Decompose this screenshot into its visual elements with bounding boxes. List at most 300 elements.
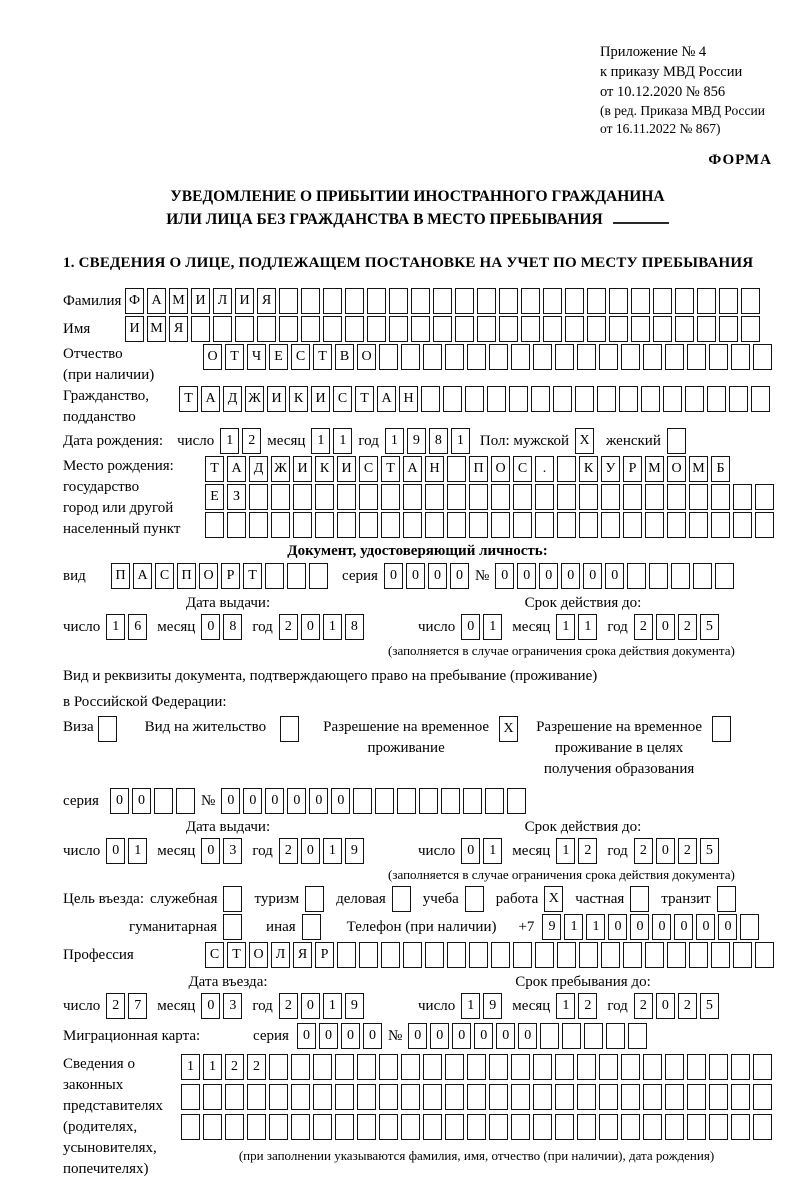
char-cell[interactable]: Ч — [247, 344, 266, 370]
char-cell[interactable]: Р — [623, 456, 642, 482]
char-cell[interactable] — [489, 1084, 508, 1110]
char-cell[interactable] — [731, 1084, 750, 1110]
char-cell[interactable] — [191, 316, 210, 342]
char-cell[interactable] — [425, 484, 444, 510]
char-cell[interactable]: 1 — [451, 428, 470, 454]
char-cell[interactable] — [719, 316, 738, 342]
char-cell[interactable]: Т — [313, 344, 332, 370]
char-cell[interactable] — [401, 1054, 420, 1080]
char-cell[interactable]: 0 — [652, 914, 671, 940]
char-cell[interactable] — [533, 1114, 552, 1140]
char-cell[interactable] — [601, 512, 620, 538]
char-cell[interactable] — [707, 386, 726, 412]
char-cell[interactable] — [711, 942, 730, 968]
char-cell[interactable] — [403, 512, 422, 538]
char-cell[interactable]: 0 — [341, 1023, 360, 1049]
char-cell[interactable]: 0 — [331, 788, 350, 814]
char-cell[interactable]: 1 — [128, 838, 147, 864]
char-cell[interactable] — [223, 886, 242, 912]
char-cell[interactable] — [367, 288, 386, 314]
char-cell[interactable] — [751, 386, 770, 412]
char-cell[interactable]: 7 — [128, 993, 147, 1019]
char-cell[interactable]: Т — [225, 344, 244, 370]
char-cell[interactable]: 2 — [279, 614, 298, 640]
char-cell[interactable]: 0 — [110, 788, 129, 814]
char-cell[interactable] — [709, 1084, 728, 1110]
char-cell[interactable] — [491, 942, 510, 968]
char-cell[interactable]: 9 — [542, 914, 561, 940]
char-cell[interactable] — [489, 1114, 508, 1140]
char-cell[interactable] — [499, 316, 518, 342]
char-cell[interactable]: 0 — [461, 614, 480, 640]
char-cell[interactable] — [511, 1114, 530, 1140]
char-cell[interactable] — [491, 512, 510, 538]
char-cell[interactable]: 1 — [586, 914, 605, 940]
char-cell[interactable] — [280, 716, 299, 742]
char-cell[interactable] — [555, 1054, 574, 1080]
char-cell[interactable] — [631, 316, 650, 342]
char-cell[interactable]: 2 — [578, 838, 597, 864]
char-cell[interactable] — [313, 1084, 332, 1110]
char-cell[interactable]: П — [111, 563, 130, 589]
char-cell[interactable] — [565, 316, 584, 342]
char-cell[interactable] — [709, 344, 728, 370]
char-cell[interactable]: А — [227, 456, 246, 482]
char-cell[interactable]: 0 — [221, 788, 240, 814]
char-cell[interactable]: Л — [213, 288, 232, 314]
char-cell[interactable] — [401, 344, 420, 370]
char-cell[interactable] — [675, 316, 694, 342]
char-cell[interactable] — [665, 1114, 684, 1140]
char-cell[interactable]: 0 — [656, 838, 675, 864]
char-cell[interactable] — [401, 1084, 420, 1110]
char-cell[interactable] — [323, 288, 342, 314]
char-cell[interactable]: С — [359, 456, 378, 482]
char-cell[interactable] — [465, 386, 484, 412]
char-cell[interactable] — [643, 344, 662, 370]
char-cell[interactable] — [628, 1023, 647, 1049]
char-cell[interactable] — [491, 484, 510, 510]
char-cell[interactable]: 1 — [556, 993, 575, 1019]
char-cell[interactable] — [213, 316, 232, 342]
char-cell[interactable] — [693, 563, 712, 589]
char-cell[interactable] — [379, 1054, 398, 1080]
char-cell[interactable] — [279, 288, 298, 314]
char-cell[interactable] — [740, 914, 759, 940]
char-cell[interactable]: Е — [269, 344, 288, 370]
char-cell[interactable] — [301, 316, 320, 342]
char-cell[interactable] — [643, 1114, 662, 1140]
char-cell[interactable]: Т — [227, 942, 246, 968]
char-cell[interactable]: 1 — [385, 428, 404, 454]
char-cell[interactable] — [455, 288, 474, 314]
char-cell[interactable] — [755, 512, 774, 538]
char-cell[interactable]: 1 — [483, 838, 502, 864]
char-cell[interactable] — [731, 1114, 750, 1140]
char-cell[interactable]: А — [201, 386, 220, 412]
char-cell[interactable]: 1 — [323, 993, 342, 1019]
char-cell[interactable]: Б — [711, 456, 730, 482]
char-cell[interactable] — [389, 288, 408, 314]
char-cell[interactable]: Т — [205, 456, 224, 482]
char-cell[interactable]: 0 — [495, 563, 514, 589]
char-cell[interactable] — [621, 344, 640, 370]
char-cell[interactable]: И — [267, 386, 286, 412]
char-cell[interactable] — [447, 942, 466, 968]
char-cell[interactable] — [621, 1084, 640, 1110]
char-cell[interactable] — [609, 288, 628, 314]
char-cell[interactable] — [577, 1054, 596, 1080]
char-cell[interactable] — [557, 512, 576, 538]
char-cell[interactable]: А — [147, 288, 166, 314]
char-cell[interactable] — [441, 788, 460, 814]
char-cell[interactable] — [687, 1054, 706, 1080]
char-cell[interactable] — [353, 788, 372, 814]
char-cell[interactable]: Ж — [271, 456, 290, 482]
char-cell[interactable]: О — [357, 344, 376, 370]
char-cell[interactable] — [335, 1054, 354, 1080]
char-cell[interactable] — [513, 484, 532, 510]
char-cell[interactable] — [631, 288, 650, 314]
char-cell[interactable] — [587, 288, 606, 314]
char-cell[interactable] — [711, 484, 730, 510]
char-cell[interactable] — [381, 484, 400, 510]
char-cell[interactable] — [623, 512, 642, 538]
char-cell[interactable] — [621, 1114, 640, 1140]
char-cell[interactable] — [711, 512, 730, 538]
char-cell[interactable] — [445, 1054, 464, 1080]
char-cell[interactable]: Ф — [125, 288, 144, 314]
char-cell[interactable]: 1 — [323, 838, 342, 864]
char-cell[interactable]: 0 — [718, 914, 737, 940]
char-cell[interactable] — [403, 942, 422, 968]
char-cell[interactable]: Я — [293, 942, 312, 968]
char-cell[interactable]: 0 — [583, 563, 602, 589]
char-cell[interactable]: 0 — [406, 563, 425, 589]
char-cell[interactable] — [753, 1084, 772, 1110]
char-cell[interactable] — [205, 512, 224, 538]
char-cell[interactable] — [557, 456, 576, 482]
char-cell[interactable] — [733, 942, 752, 968]
char-cell[interactable]: Д — [223, 386, 242, 412]
char-cell[interactable]: 0 — [452, 1023, 471, 1049]
char-cell[interactable]: 0 — [474, 1023, 493, 1049]
char-cell[interactable] — [423, 344, 442, 370]
char-cell[interactable] — [579, 512, 598, 538]
char-cell[interactable]: 0 — [608, 914, 627, 940]
char-cell[interactable]: 0 — [518, 1023, 537, 1049]
char-cell[interactable] — [535, 484, 554, 510]
char-cell[interactable]: А — [377, 386, 396, 412]
char-cell[interactable] — [685, 386, 704, 412]
char-cell[interactable]: 2 — [634, 838, 653, 864]
char-cell[interactable] — [313, 1114, 332, 1140]
char-cell[interactable] — [359, 484, 378, 510]
char-cell[interactable]: 1 — [578, 614, 597, 640]
char-cell[interactable]: 0 — [630, 914, 649, 940]
char-cell[interactable]: Н — [399, 386, 418, 412]
char-cell[interactable]: С — [333, 386, 352, 412]
char-cell[interactable]: О — [199, 563, 218, 589]
char-cell[interactable]: М — [169, 288, 188, 314]
char-cell[interactable] — [489, 344, 508, 370]
char-cell[interactable]: Т — [179, 386, 198, 412]
char-cell[interactable]: 2 — [225, 1054, 244, 1080]
char-cell[interactable] — [265, 563, 284, 589]
char-cell[interactable] — [403, 484, 422, 510]
char-cell[interactable] — [203, 1114, 222, 1140]
char-cell[interactable] — [271, 512, 290, 538]
char-cell[interactable] — [555, 344, 574, 370]
char-cell[interactable] — [741, 288, 760, 314]
char-cell[interactable] — [225, 1084, 244, 1110]
char-cell[interactable] — [181, 1114, 200, 1140]
char-cell[interactable] — [467, 1054, 486, 1080]
char-cell[interactable]: 9 — [345, 838, 364, 864]
char-cell[interactable] — [687, 344, 706, 370]
char-cell[interactable]: 2 — [242, 428, 261, 454]
char-cell[interactable]: И — [125, 316, 144, 342]
char-cell[interactable] — [379, 344, 398, 370]
char-cell[interactable]: 1 — [181, 1054, 200, 1080]
char-cell[interactable] — [645, 942, 664, 968]
char-cell[interactable] — [557, 942, 576, 968]
char-cell[interactable] — [533, 1084, 552, 1110]
char-cell[interactable] — [755, 942, 774, 968]
char-cell[interactable]: И — [191, 288, 210, 314]
char-cell[interactable]: X — [499, 716, 518, 742]
char-cell[interactable] — [271, 484, 290, 510]
char-cell[interactable] — [467, 1084, 486, 1110]
char-cell[interactable]: 1 — [323, 614, 342, 640]
char-cell[interactable]: В — [335, 344, 354, 370]
char-cell[interactable] — [645, 484, 664, 510]
char-cell[interactable] — [477, 288, 496, 314]
char-cell[interactable] — [225, 1114, 244, 1140]
char-cell[interactable]: 1 — [564, 914, 583, 940]
char-cell[interactable]: О — [667, 456, 686, 482]
char-cell[interactable]: 9 — [345, 993, 364, 1019]
char-cell[interactable]: П — [177, 563, 196, 589]
char-cell[interactable] — [689, 512, 708, 538]
char-cell[interactable] — [509, 386, 528, 412]
char-cell[interactable]: А — [403, 456, 422, 482]
char-cell[interactable]: 0 — [309, 788, 328, 814]
char-cell[interactable]: 1 — [311, 428, 330, 454]
char-cell[interactable]: К — [289, 386, 308, 412]
char-cell[interactable] — [425, 512, 444, 538]
char-cell[interactable]: 5 — [700, 993, 719, 1019]
char-cell[interactable] — [667, 942, 686, 968]
char-cell[interactable] — [643, 1054, 662, 1080]
char-cell[interactable] — [601, 942, 620, 968]
char-cell[interactable]: 0 — [539, 563, 558, 589]
char-cell[interactable]: И — [235, 288, 254, 314]
char-cell[interactable]: Р — [221, 563, 240, 589]
char-cell[interactable] — [301, 288, 320, 314]
char-cell[interactable] — [577, 1084, 596, 1110]
char-cell[interactable] — [733, 512, 752, 538]
char-cell[interactable] — [411, 288, 430, 314]
char-cell[interactable]: Р — [315, 942, 334, 968]
char-cell[interactable]: И — [293, 456, 312, 482]
char-cell[interactable] — [587, 316, 606, 342]
char-cell[interactable]: 0 — [461, 838, 480, 864]
char-cell[interactable] — [675, 288, 694, 314]
char-cell[interactable]: У — [601, 456, 620, 482]
char-cell[interactable]: Т — [355, 386, 374, 412]
char-cell[interactable] — [753, 1054, 772, 1080]
char-cell[interactable] — [667, 512, 686, 538]
char-cell[interactable] — [557, 484, 576, 510]
char-cell[interactable]: С — [205, 942, 224, 968]
char-cell[interactable] — [357, 1054, 376, 1080]
char-cell[interactable] — [421, 386, 440, 412]
char-cell[interactable]: С — [291, 344, 310, 370]
char-cell[interactable] — [531, 386, 550, 412]
char-cell[interactable]: 0 — [696, 914, 715, 940]
char-cell[interactable]: Ж — [245, 386, 264, 412]
char-cell[interactable] — [507, 788, 526, 814]
char-cell[interactable]: 0 — [243, 788, 262, 814]
char-cell[interactable] — [715, 563, 734, 589]
char-cell[interactable] — [733, 484, 752, 510]
char-cell[interactable] — [269, 1114, 288, 1140]
char-cell[interactable]: . — [535, 456, 554, 482]
char-cell[interactable]: 0 — [301, 993, 320, 1019]
char-cell[interactable] — [712, 716, 731, 742]
char-cell[interactable]: Л — [271, 942, 290, 968]
char-cell[interactable] — [381, 512, 400, 538]
char-cell[interactable]: 0 — [408, 1023, 427, 1049]
char-cell[interactable] — [741, 316, 760, 342]
char-cell[interactable] — [227, 512, 246, 538]
char-cell[interactable] — [584, 1023, 603, 1049]
char-cell[interactable] — [687, 1114, 706, 1140]
char-cell[interactable]: К — [579, 456, 598, 482]
char-cell[interactable]: К — [315, 456, 334, 482]
char-cell[interactable] — [599, 1054, 618, 1080]
char-cell[interactable] — [469, 942, 488, 968]
char-cell[interactable] — [467, 344, 486, 370]
char-cell[interactable]: 0 — [106, 838, 125, 864]
char-cell[interactable] — [555, 1084, 574, 1110]
char-cell[interactable]: 1 — [220, 428, 239, 454]
char-cell[interactable] — [623, 942, 642, 968]
char-cell[interactable] — [667, 428, 686, 454]
char-cell[interactable]: 0 — [674, 914, 693, 940]
char-cell[interactable] — [601, 484, 620, 510]
char-cell[interactable] — [489, 1054, 508, 1080]
char-cell[interactable]: Д — [249, 456, 268, 482]
char-cell[interactable]: Т — [243, 563, 262, 589]
char-cell[interactable] — [467, 1114, 486, 1140]
char-cell[interactable]: М — [147, 316, 166, 342]
char-cell[interactable] — [729, 386, 748, 412]
char-cell[interactable] — [485, 788, 504, 814]
char-cell[interactable] — [487, 386, 506, 412]
char-cell[interactable] — [469, 512, 488, 538]
char-cell[interactable]: 6 — [128, 614, 147, 640]
char-cell[interactable] — [653, 288, 672, 314]
char-cell[interactable] — [469, 484, 488, 510]
char-cell[interactable]: 1 — [483, 614, 502, 640]
char-cell[interactable]: 9 — [483, 993, 502, 1019]
char-cell[interactable]: О — [491, 456, 510, 482]
char-cell[interactable] — [575, 386, 594, 412]
char-cell[interactable] — [379, 1114, 398, 1140]
char-cell[interactable] — [521, 288, 540, 314]
char-cell[interactable] — [687, 1084, 706, 1110]
char-cell[interactable]: 0 — [656, 993, 675, 1019]
char-cell[interactable] — [697, 316, 716, 342]
char-cell[interactable]: 1 — [556, 838, 575, 864]
char-cell[interactable]: 1 — [556, 614, 575, 640]
char-cell[interactable]: И — [311, 386, 330, 412]
char-cell[interactable] — [223, 914, 242, 940]
char-cell[interactable]: 1 — [333, 428, 352, 454]
char-cell[interactable] — [555, 1114, 574, 1140]
char-cell[interactable]: 0 — [428, 563, 447, 589]
char-cell[interactable] — [335, 1114, 354, 1140]
char-cell[interactable] — [649, 563, 668, 589]
char-cell[interactable] — [291, 1114, 310, 1140]
char-cell[interactable]: С — [513, 456, 532, 482]
char-cell[interactable] — [447, 512, 466, 538]
char-cell[interactable] — [533, 344, 552, 370]
char-cell[interactable] — [731, 1054, 750, 1080]
char-cell[interactable] — [345, 316, 364, 342]
char-cell[interactable] — [257, 316, 276, 342]
char-cell[interactable]: 2 — [678, 614, 697, 640]
char-cell[interactable]: 5 — [700, 614, 719, 640]
char-cell[interactable] — [313, 1054, 332, 1080]
char-cell[interactable] — [392, 886, 411, 912]
char-cell[interactable]: 0 — [384, 563, 403, 589]
char-cell[interactable] — [447, 484, 466, 510]
char-cell[interactable] — [98, 716, 117, 742]
char-cell[interactable] — [397, 788, 416, 814]
char-cell[interactable] — [621, 1054, 640, 1080]
char-cell[interactable] — [423, 1084, 442, 1110]
char-cell[interactable] — [419, 788, 438, 814]
char-cell[interactable] — [645, 512, 664, 538]
char-cell[interactable] — [357, 1114, 376, 1140]
char-cell[interactable] — [359, 942, 378, 968]
char-cell[interactable] — [543, 288, 562, 314]
char-cell[interactable] — [287, 563, 306, 589]
char-cell[interactable] — [176, 788, 195, 814]
char-cell[interactable] — [641, 386, 660, 412]
char-cell[interactable] — [709, 1054, 728, 1080]
char-cell[interactable] — [577, 1114, 596, 1140]
char-cell[interactable]: 2 — [634, 614, 653, 640]
char-cell[interactable] — [269, 1054, 288, 1080]
char-cell[interactable] — [577, 344, 596, 370]
char-cell[interactable]: 0 — [201, 838, 220, 864]
char-cell[interactable] — [623, 484, 642, 510]
char-cell[interactable] — [665, 1084, 684, 1110]
char-cell[interactable] — [337, 942, 356, 968]
char-cell[interactable] — [663, 386, 682, 412]
char-cell[interactable] — [643, 1084, 662, 1110]
char-cell[interactable] — [279, 316, 298, 342]
char-cell[interactable] — [291, 1084, 310, 1110]
char-cell[interactable]: 1 — [461, 993, 480, 1019]
char-cell[interactable] — [665, 344, 684, 370]
char-cell[interactable]: 3 — [223, 838, 242, 864]
char-cell[interactable] — [667, 484, 686, 510]
